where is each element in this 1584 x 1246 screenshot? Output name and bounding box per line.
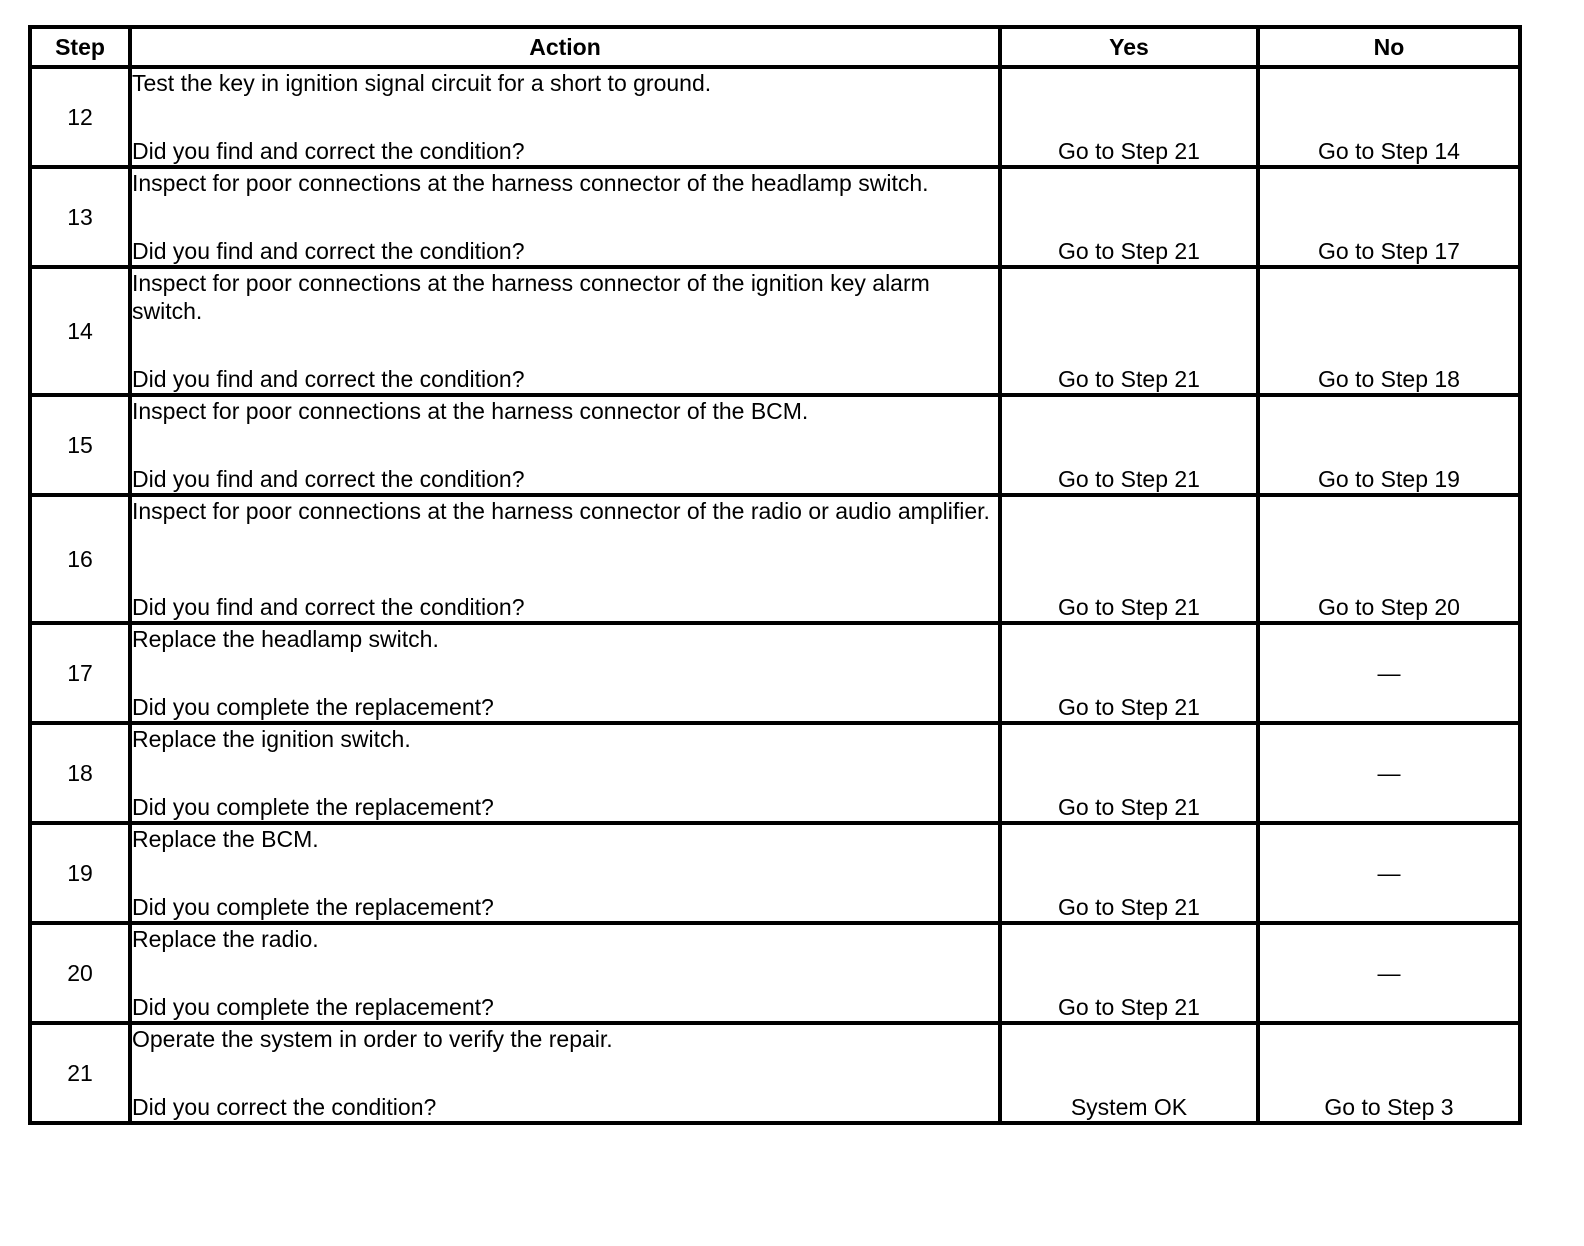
no-result-dash: — xyxy=(1258,723,1520,823)
question-text: Did you complete the replacement? xyxy=(132,994,494,1020)
table-row xyxy=(30,267,1520,395)
yes-result: Go to Step 21 xyxy=(1000,495,1258,623)
diagnostic-table xyxy=(28,25,1522,1125)
step-number: 19 xyxy=(30,823,130,923)
action-text: Test the key in ignition signal circuit for a short to ground. xyxy=(132,70,712,96)
action-text: Replace the ignition switch. xyxy=(132,726,411,752)
question-text: Did you complete the replacement? xyxy=(132,794,494,820)
no-result: Go to Step 17 xyxy=(1258,167,1520,267)
action-cell xyxy=(130,823,1000,923)
step-number: 12 xyxy=(30,67,130,167)
table-header xyxy=(30,27,1520,67)
action-cell xyxy=(130,67,1000,167)
table-row xyxy=(30,723,1520,823)
step-number: 15 xyxy=(30,395,130,495)
table-row xyxy=(30,67,1520,167)
header-yes: Yes xyxy=(1000,27,1258,67)
action-cell xyxy=(130,495,1000,623)
step-number: 18 xyxy=(30,723,130,823)
no-result-dash: — xyxy=(1258,823,1520,923)
header-row xyxy=(30,27,1520,67)
action-text: Inspect for poor connections at the harness connector of the radio or audio amplifier. xyxy=(132,498,990,524)
question-text: Did you find and correct the condition? xyxy=(132,594,525,620)
action-cell xyxy=(130,395,1000,495)
yes-result: Go to Step 21 xyxy=(1000,267,1258,395)
action-cell xyxy=(130,623,1000,723)
no-result: Go to Step 14 xyxy=(1258,67,1520,167)
table-row xyxy=(30,923,1520,1023)
no-result: Go to Step 18 xyxy=(1258,267,1520,395)
header-no: No xyxy=(1258,27,1520,67)
question-text: Did you complete the replacement? xyxy=(132,694,494,720)
action-text: Inspect for poor connections at the harness connector of the headlamp switch. xyxy=(132,170,929,196)
action-cell xyxy=(130,167,1000,267)
step-number: 14 xyxy=(30,267,130,395)
step-number: 13 xyxy=(30,167,130,267)
action-text: Replace the BCM. xyxy=(132,826,319,852)
question-text: Did you find and correct the condition? xyxy=(132,366,525,392)
question-text: Did you complete the replacement? xyxy=(132,894,494,920)
action-cell xyxy=(130,1023,1000,1123)
yes-result: Go to Step 21 xyxy=(1000,723,1258,823)
no-result: Go to Step 3 xyxy=(1258,1023,1520,1123)
header-step: Step xyxy=(30,27,130,67)
action-cell xyxy=(130,723,1000,823)
table-row xyxy=(30,623,1520,723)
yes-result: Go to Step 21 xyxy=(1000,67,1258,167)
yes-result: Go to Step 21 xyxy=(1000,923,1258,1023)
step-number: 17 xyxy=(30,623,130,723)
no-result: Go to Step 20 xyxy=(1258,495,1520,623)
no-result-dash: — xyxy=(1258,923,1520,1023)
table-row xyxy=(30,1023,1520,1123)
yes-result: System OK xyxy=(1000,1023,1258,1123)
table-row xyxy=(30,823,1520,923)
question-text: Did you correct the condition? xyxy=(132,1094,437,1120)
table-row xyxy=(30,395,1520,495)
table-body xyxy=(30,67,1520,1123)
action-text: Replace the radio. xyxy=(132,926,319,952)
header-action: Action xyxy=(130,27,1000,67)
table-row xyxy=(30,167,1520,267)
yes-result: Go to Step 21 xyxy=(1000,623,1258,723)
step-number: 20 xyxy=(30,923,130,1023)
yes-result: Go to Step 21 xyxy=(1000,167,1258,267)
step-number: 16 xyxy=(30,495,130,623)
action-cell xyxy=(130,267,1000,395)
table-row xyxy=(30,495,1520,623)
action-text: Inspect for poor connections at the harness connector of the ignition key alarm switch. xyxy=(132,270,930,324)
question-text: Did you find and correct the condition? xyxy=(132,138,525,164)
question-text: Did you find and correct the condition? xyxy=(132,466,525,492)
no-result-dash: — xyxy=(1258,623,1520,723)
yes-result: Go to Step 21 xyxy=(1000,395,1258,495)
action-text: Inspect for poor connections at the harness connector of the BCM. xyxy=(132,398,809,424)
action-text: Operate the system in order to verify the repair. xyxy=(132,1026,613,1052)
yes-result: Go to Step 21 xyxy=(1000,823,1258,923)
action-cell xyxy=(130,923,1000,1023)
action-text: Replace the headlamp switch. xyxy=(132,626,439,652)
no-result: Go to Step 19 xyxy=(1258,395,1520,495)
question-text: Did you find and correct the condition? xyxy=(132,238,525,264)
step-number: 21 xyxy=(30,1023,130,1123)
